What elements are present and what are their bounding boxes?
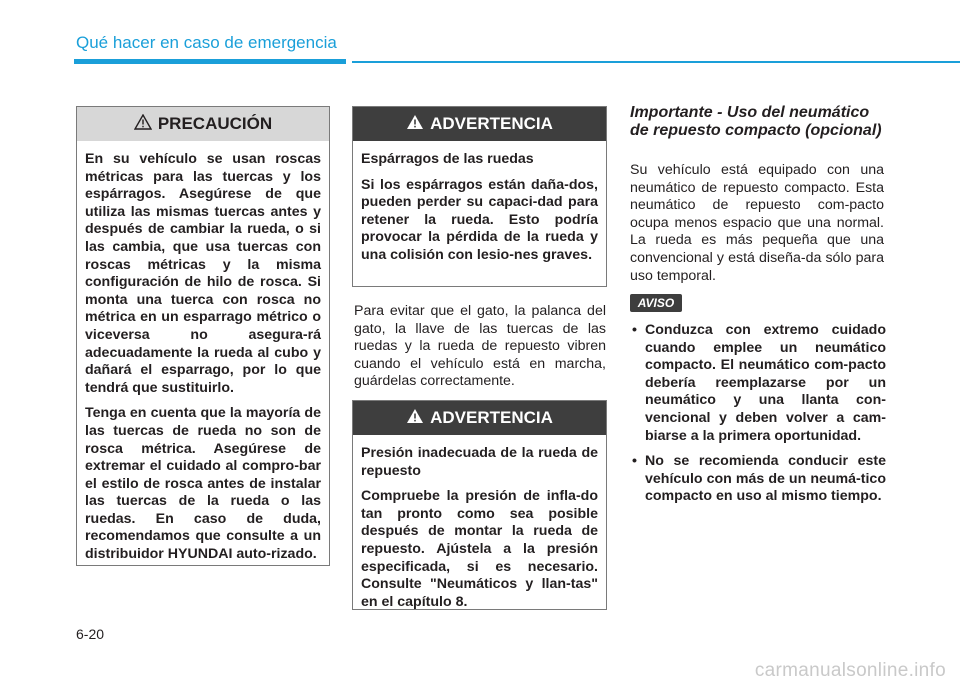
- warning-title: ADVERTENCIA: [430, 114, 553, 133]
- aviso-bullet-list: [630, 322, 886, 514]
- warning-paragraph: Compruebe la presión de infla-do tan pronto como sea posible después de montar la rueda de repuesto. Ajústela a la presión especificada, si es necesario. Consulte "Neumáticos y llan-tas" en el capítulo 8.: [361, 488, 598, 610]
- page-number: 6-20: [76, 626, 105, 642]
- warning-subtitle: Espárragos de las ruedas: [361, 151, 534, 167]
- compact-spare-paragraph: Su vehículo está equipado con una neumático de repuesto compacto. Esta neumático de repuesto com-pacto ocupa menos espacio que una normal. La rueda es más pequeña que una convencional y está diseña-da sólo para uso temporal.: [630, 162, 884, 284]
- caution-paragraph: En su vehículo se usan roscas métricas para las tuercas y los espárragos. Asegúrese de que utiliza las mismas tuercas antes y después de cambiar la rueda, o si las cambia, que usa tuercas con roscas métricas y la misma configuración de hilo de rosca. Si monta una tuerca con rosca no métrica en un esparrago métrico o viceversa no asegura-rá adecuadamente la rueda al cubo y dañará el esparrago, por lo que tendrá que sustituirlo.: [85, 151, 321, 396]
- caution-body: [77, 141, 329, 564]
- warning-box-spare-pressure: [352, 400, 607, 610]
- warning-title: ADVERTENCIA: [430, 408, 553, 427]
- warning-triangle-filled-icon: [406, 114, 424, 135]
- header-rule-thin: [352, 61, 960, 63]
- caution-title: PRECAUCIÓN: [157, 114, 273, 133]
- caution-header: [77, 107, 329, 141]
- warning-triangle-filled-icon: [406, 408, 424, 429]
- warning-subtitle: Presión inadecuada de la rueda de repuesto: [361, 445, 598, 479]
- aviso-badge: AVISO: [630, 294, 682, 312]
- section-title: Qué hacer en caso de emergencia: [76, 33, 337, 52]
- watermark: carmanualsonline.info: [754, 660, 946, 681]
- caution-paragraph: Tenga en cuenta que la mayoría de las tuercas de rueda no son de rosca métrica. Asegúrese de extremar el cuidado al compro-bar el estilo de rosca antes de instalar las tuercas de la rueda o las ruedas. En caso de duda, recomendamos que consulte a un distribuidor HYUNDAI auto-rizado.: [85, 405, 321, 563]
- compact-spare-heading: Importante - Uso del neumático de repuesto compacto (opcional): [630, 104, 882, 139]
- warning-body: [353, 435, 606, 611]
- warning-header: [353, 107, 606, 141]
- storage-paragraph: Para evitar que el gato, la palanca del gato, la llave de las tuercas de las ruedas y la rueda de repuesto vibren cuando el vehículo está en marcha, guárdelas correctamente.: [354, 303, 606, 390]
- warning-paragraph: Si los espárragos están daña-dos, pueden perder su capaci-dad para retener la rueda. Esto podría provocar la pérdida de la rueda y una colisión con lesio-nes graves.: [361, 176, 598, 263]
- warning-triangle-outline-icon: [134, 114, 152, 135]
- list-item: • No se recomienda conducir este vehículo con más de un neumá-tico compacto en uso al mismo tiempo.: [630, 453, 886, 506]
- warning-body: [353, 141, 606, 265]
- warning-header: [353, 401, 606, 435]
- list-item: • Conduzca con extremo cuidado cuando emplee un neumático compacto. El neumático com-pacto debería reemplazarse por un neumático y una llanta con-vencional y deben volver a cam-biarse a la primera oportunidad.: [630, 322, 886, 445]
- header-rule-thick: [74, 59, 346, 64]
- warning-box-wheel-studs: [352, 106, 607, 287]
- caution-box: [76, 106, 330, 566]
